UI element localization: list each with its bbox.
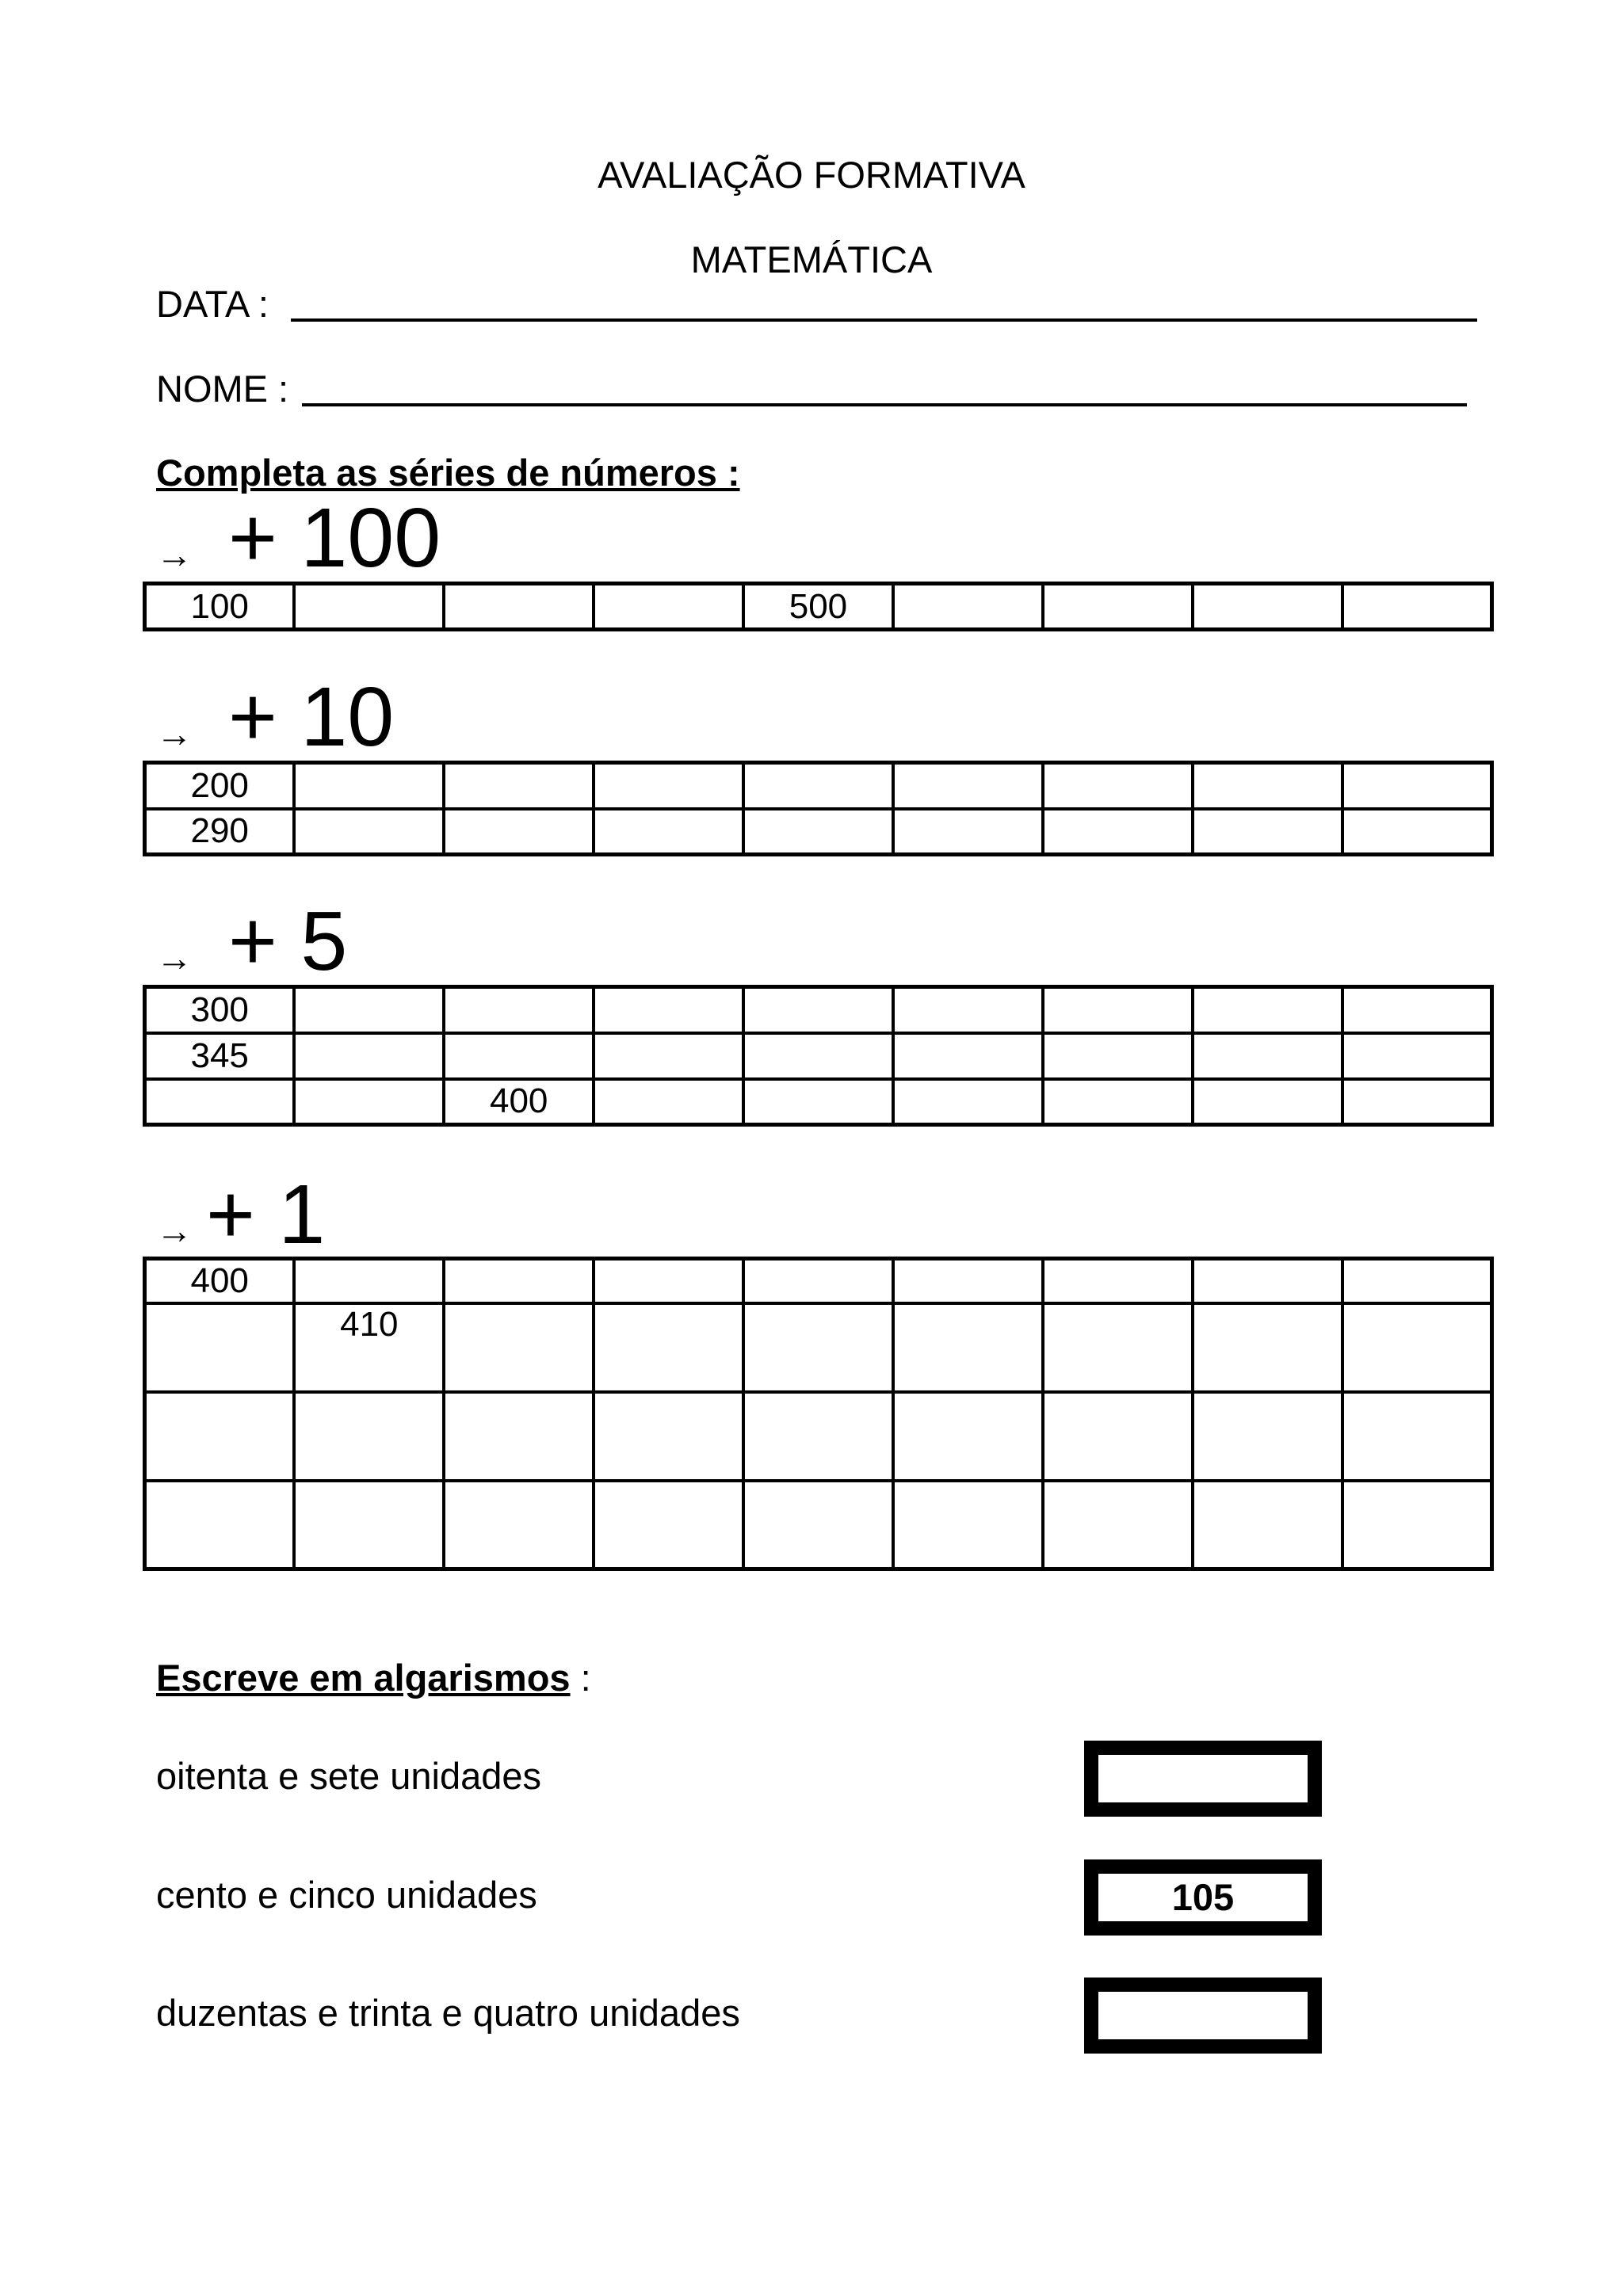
series-cell-blank[interactable]	[1043, 1392, 1193, 1481]
series-cell-blank[interactable]	[594, 1303, 743, 1392]
series-cell-blank[interactable]	[444, 1259, 594, 1303]
series-table-plus-100	[143, 582, 1494, 631]
series-cell-given: 290	[145, 809, 295, 855]
series-cell-blank[interactable]	[1193, 584, 1342, 630]
name-label: NOME :	[156, 368, 289, 410]
series-row	[145, 1033, 1492, 1079]
series-cell-blank[interactable]	[294, 1481, 444, 1569]
series-cell-given: 200	[145, 763, 295, 809]
series-cell-given: 300	[145, 987, 295, 1033]
digits-item-text: cento e cinco unidades	[156, 1874, 537, 1916]
series-row	[145, 584, 1492, 630]
series-cell-blank[interactable]	[594, 1259, 743, 1303]
series-row	[145, 809, 1492, 855]
series-cell-blank[interactable]	[444, 1303, 594, 1392]
series-cell-blank[interactable]	[1193, 1303, 1342, 1392]
series-cell-blank[interactable]	[1193, 1079, 1342, 1125]
arrow-icon: →	[156, 713, 193, 754]
series-row	[145, 987, 1492, 1033]
series-cell-blank[interactable]	[893, 1303, 1043, 1392]
series-cell-blank[interactable]	[594, 809, 743, 855]
series-cell-blank[interactable]	[444, 584, 594, 630]
series-cell-blank[interactable]	[294, 584, 444, 630]
series-table-plus-5	[143, 985, 1494, 1127]
series-cell-blank[interactable]	[145, 1481, 295, 1569]
series-cell-blank[interactable]	[294, 1259, 444, 1303]
series-cell-blank[interactable]	[743, 1481, 893, 1569]
series-cell-blank[interactable]	[294, 1392, 444, 1481]
series-row	[145, 1079, 1492, 1125]
date-label: DATA :	[156, 283, 269, 325]
series-cell-blank[interactable]	[294, 1033, 444, 1079]
series-cell-blank[interactable]	[743, 1033, 893, 1079]
digits-section-heading-wrap	[156, 1656, 591, 1700]
series-cell-given: 400	[145, 1259, 295, 1303]
series-cell-blank[interactable]	[743, 1259, 893, 1303]
digits-item-text: duzentas e trinta e quatro unidades	[156, 1992, 740, 2034]
series-cell-blank[interactable]	[743, 763, 893, 809]
series-operation-label: + 100	[228, 491, 441, 585]
series-cell-blank[interactable]	[1342, 584, 1492, 630]
arrow-icon: →	[156, 1210, 193, 1251]
series-cell-blank[interactable]	[893, 1481, 1043, 1569]
series-cell-blank[interactable]	[1043, 584, 1193, 630]
series-cell-blank[interactable]	[594, 1079, 743, 1125]
series-cell-blank[interactable]	[893, 584, 1043, 630]
series-cell-blank[interactable]	[444, 1481, 594, 1569]
series-cell-blank[interactable]	[1043, 1033, 1193, 1079]
series-cell-blank[interactable]	[893, 1392, 1043, 1481]
series-cell-blank[interactable]	[1193, 809, 1342, 855]
name-field-line[interactable]	[302, 403, 1467, 406]
arrow-icon: →	[156, 937, 193, 978]
series-cell-blank[interactable]	[294, 987, 444, 1033]
series-cell-given: 400	[444, 1079, 594, 1125]
series-cell-blank[interactable]	[444, 987, 594, 1033]
series-operation-label: + 1	[206, 1168, 326, 1261]
arrow-icon: →	[156, 534, 193, 575]
digits-item-text: oitenta e sete unidades	[156, 1755, 542, 1797]
series-row	[145, 1303, 1492, 1392]
series-cell-blank[interactable]	[743, 809, 893, 855]
series-cell-blank[interactable]	[1043, 1481, 1193, 1569]
answer-box[interactable]	[1084, 1741, 1322, 1817]
series-table-plus-1	[143, 1257, 1494, 1571]
series-cell-blank[interactable]	[594, 584, 743, 630]
series-cell-blank[interactable]	[743, 1392, 893, 1481]
series-cell-blank[interactable]	[1342, 1303, 1492, 1392]
series-cell-blank[interactable]	[594, 763, 743, 809]
series-cell-blank[interactable]	[1043, 987, 1193, 1033]
answer-box[interactable]	[1084, 1978, 1322, 2054]
series-section-heading: Completa as séries de números :	[156, 452, 740, 494]
series-row	[145, 1259, 1492, 1303]
digits-section-heading: Escreve em algarismos	[156, 1657, 571, 1699]
series-cell-blank[interactable]	[893, 763, 1043, 809]
series-cell-blank[interactable]	[1342, 987, 1492, 1033]
series-cell-given: 345	[145, 1033, 295, 1079]
series-cell-blank[interactable]	[1342, 1392, 1492, 1481]
series-cell-blank[interactable]	[893, 987, 1043, 1033]
series-cell-blank[interactable]	[145, 1079, 295, 1125]
series-cell-blank[interactable]	[444, 1392, 594, 1481]
series-cell-blank[interactable]	[1342, 1079, 1492, 1125]
series-operation-label: + 10	[228, 670, 395, 764]
series-cell-blank[interactable]	[893, 1033, 1043, 1079]
date-field-line[interactable]	[291, 318, 1477, 322]
series-cell-blank[interactable]	[1342, 1033, 1492, 1079]
series-cell-blank[interactable]	[594, 1033, 743, 1079]
series-cell-blank[interactable]	[1193, 1033, 1342, 1079]
series-cell-blank[interactable]	[594, 987, 743, 1033]
series-cell-blank[interactable]	[1043, 1259, 1193, 1303]
series-cell-blank[interactable]	[1043, 1303, 1193, 1392]
series-cell-blank[interactable]	[594, 1481, 743, 1569]
series-cell-blank[interactable]	[743, 1079, 893, 1125]
series-cell-blank[interactable]	[743, 1303, 893, 1392]
series-cell-blank[interactable]	[294, 809, 444, 855]
digits-section-heading-colon: :	[570, 1657, 591, 1699]
series-cell-given: 500	[743, 584, 893, 630]
series-cell-blank[interactable]	[1043, 809, 1193, 855]
series-cell-blank[interactable]	[1193, 1392, 1342, 1481]
series-cell-blank[interactable]	[1043, 1079, 1193, 1125]
series-cell-blank[interactable]	[893, 1079, 1043, 1125]
series-cell-blank[interactable]	[1043, 763, 1193, 809]
series-cell-blank[interactable]	[1342, 1481, 1492, 1569]
series-table-plus-10	[143, 761, 1494, 856]
series-cell-blank[interactable]	[1193, 987, 1342, 1033]
series-row	[145, 1392, 1492, 1481]
series-cell-blank[interactable]	[1342, 809, 1492, 855]
series-row	[145, 763, 1492, 809]
series-cell-blank[interactable]	[743, 987, 893, 1033]
series-cell-blank[interactable]	[145, 1392, 295, 1481]
worksheet-title: AVALIAÇÃO FORMATIVA	[598, 154, 1025, 196]
series-cell-blank[interactable]	[893, 1259, 1043, 1303]
series-cell-blank[interactable]	[1193, 763, 1342, 809]
series-cell-blank[interactable]	[444, 763, 594, 809]
answer-box[interactable]: 105	[1084, 1859, 1322, 1936]
series-cell-blank[interactable]	[145, 1303, 295, 1392]
series-cell-given: 100	[145, 584, 295, 630]
series-cell-blank[interactable]	[1193, 1259, 1342, 1303]
series-cell-blank[interactable]	[444, 809, 594, 855]
worksheet-subject: MATEMÁTICA	[690, 238, 933, 280]
series-cell-blank[interactable]	[444, 1033, 594, 1079]
series-row	[145, 1481, 1492, 1569]
series-operation-label: + 5	[228, 894, 348, 988]
series-cell-blank[interactable]	[294, 763, 444, 809]
series-cell-blank[interactable]	[1342, 763, 1492, 809]
series-cell-blank[interactable]	[294, 1079, 444, 1125]
series-cell-blank[interactable]	[594, 1392, 743, 1481]
series-cell-blank[interactable]	[1193, 1481, 1342, 1569]
series-cell-given: 410	[294, 1303, 444, 1392]
series-cell-blank[interactable]	[1342, 1259, 1492, 1303]
series-cell-blank[interactable]	[893, 809, 1043, 855]
